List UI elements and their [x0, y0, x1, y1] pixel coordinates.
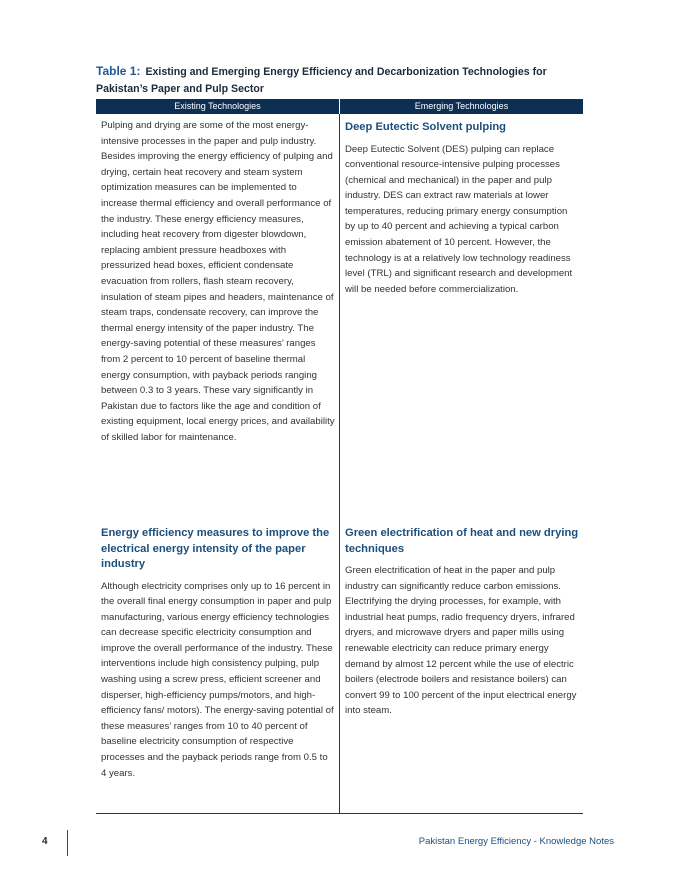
cell-heading: Green electrification of heat and new drying techniques: [345, 527, 579, 555]
table-caption-text: Existing and Emerging Energy Efficiency and Decarbonization Technologies for Pakistan’s Paper and Pulp Sector: [96, 66, 547, 95]
cell-emerging-electrification: [340, 506, 583, 813]
cell-body-text: Pulping and drying are some of the most energy-intensive processes in the paper and pulp industry. Besides improving the energy efficiency of pulping and drying, certain heat recovery and steam system optimization measures can be implemented to increase thermal efficiency and overall performance of the industry. These energy efficiency measures, including heat recovery from digester blowdown, replacing ambient pressure headboxes with pressurized head boxes, efficient condensate evacuation from rollers, flash steam recovery, insulation of steam pipes and headers, maintenance of steam traps, condensate recovery, can improve the thermal energy intensity of the paper industry. The energy-saving potential of these measures’ ranges from 2 percent to 10 percent of baseline thermal energy consumption, with payback periods ranging between 0.3 to 3 years. These vary significantly in Pakistan due to factors like the age and condition of existing equipment, local energy prices, and availability of skilled labor for maintenance.: [101, 120, 335, 443]
table-caption: [96, 63, 584, 98]
header-existing-technologies: Existing Technologies: [96, 99, 340, 114]
cell-heading: Energy efficiency measures to improve the electrical energy intensity of the paper industry: [101, 527, 330, 570]
cell-emerging-des: [340, 114, 583, 506]
footer-divider: [67, 830, 68, 856]
cell-body-text: Although electricity comprises only up to 16 percent in the overall final energy consumption in paper and pulp manufacturing, various energy efficiency technologies can decrease specific electricity consumption and improve the overall performance of the industry. These interventions include high consistency pulping, pulp washing using a screw press, efficient screener and disperser, high-efficiency pumps/motors, and high-efficiency fans/ motors). The energy-saving potential of these measures’ ranges from 10 to 40 percent of baseline electricity consumption of respective processes and the payback periods range from 0.5 to 4 years.: [101, 580, 334, 779]
cell-heading: Deep Eutectic Solvent pulping: [345, 121, 506, 133]
publication-title: Pakistan Energy Efficiency - Knowledge Notes: [418, 836, 614, 847]
table-body: [96, 114, 583, 814]
cell-existing-thermal: [96, 114, 339, 506]
cell-existing-electrical: [96, 506, 339, 813]
page-number: 4: [42, 836, 48, 847]
table-label: Table 1:: [96, 64, 141, 78]
cell-body-text: Deep Eutectic Solvent (DES) pulping can replace conventional resource-intensive pulping processes (chemical and mechanical) in the paper and pulp industry. DES can extract raw materials at lower temperatures, reducing primary energy consumption by up to 40 percent and achieving a typical carbon emission abatement of 10 percent. However, the technology is at a relatively low technology readiness level (TRL) and significant research and development will be needed before commercialization.: [345, 143, 573, 295]
header-emerging-technologies: Emerging Technologies: [414, 101, 509, 111]
cell-body-text: Green electrification of heat in the paper and pulp industry can significantly reduce carbon emissions. Electrifying the drying processes, for example, with industrial heat pumps, radio frequency dryers, infrared dryers, and microwave dryers and paper mills using renewable electricity can reduce primary energy demand by almost 12 percent while the use of electric boilers (electrode boilers and resistance boilers) can convert 99 to 100 percent of the input electrical energy into steam.: [345, 565, 577, 717]
column-divider: [339, 114, 340, 813]
table-header: [96, 99, 583, 114]
technologies-table: [96, 99, 583, 814]
